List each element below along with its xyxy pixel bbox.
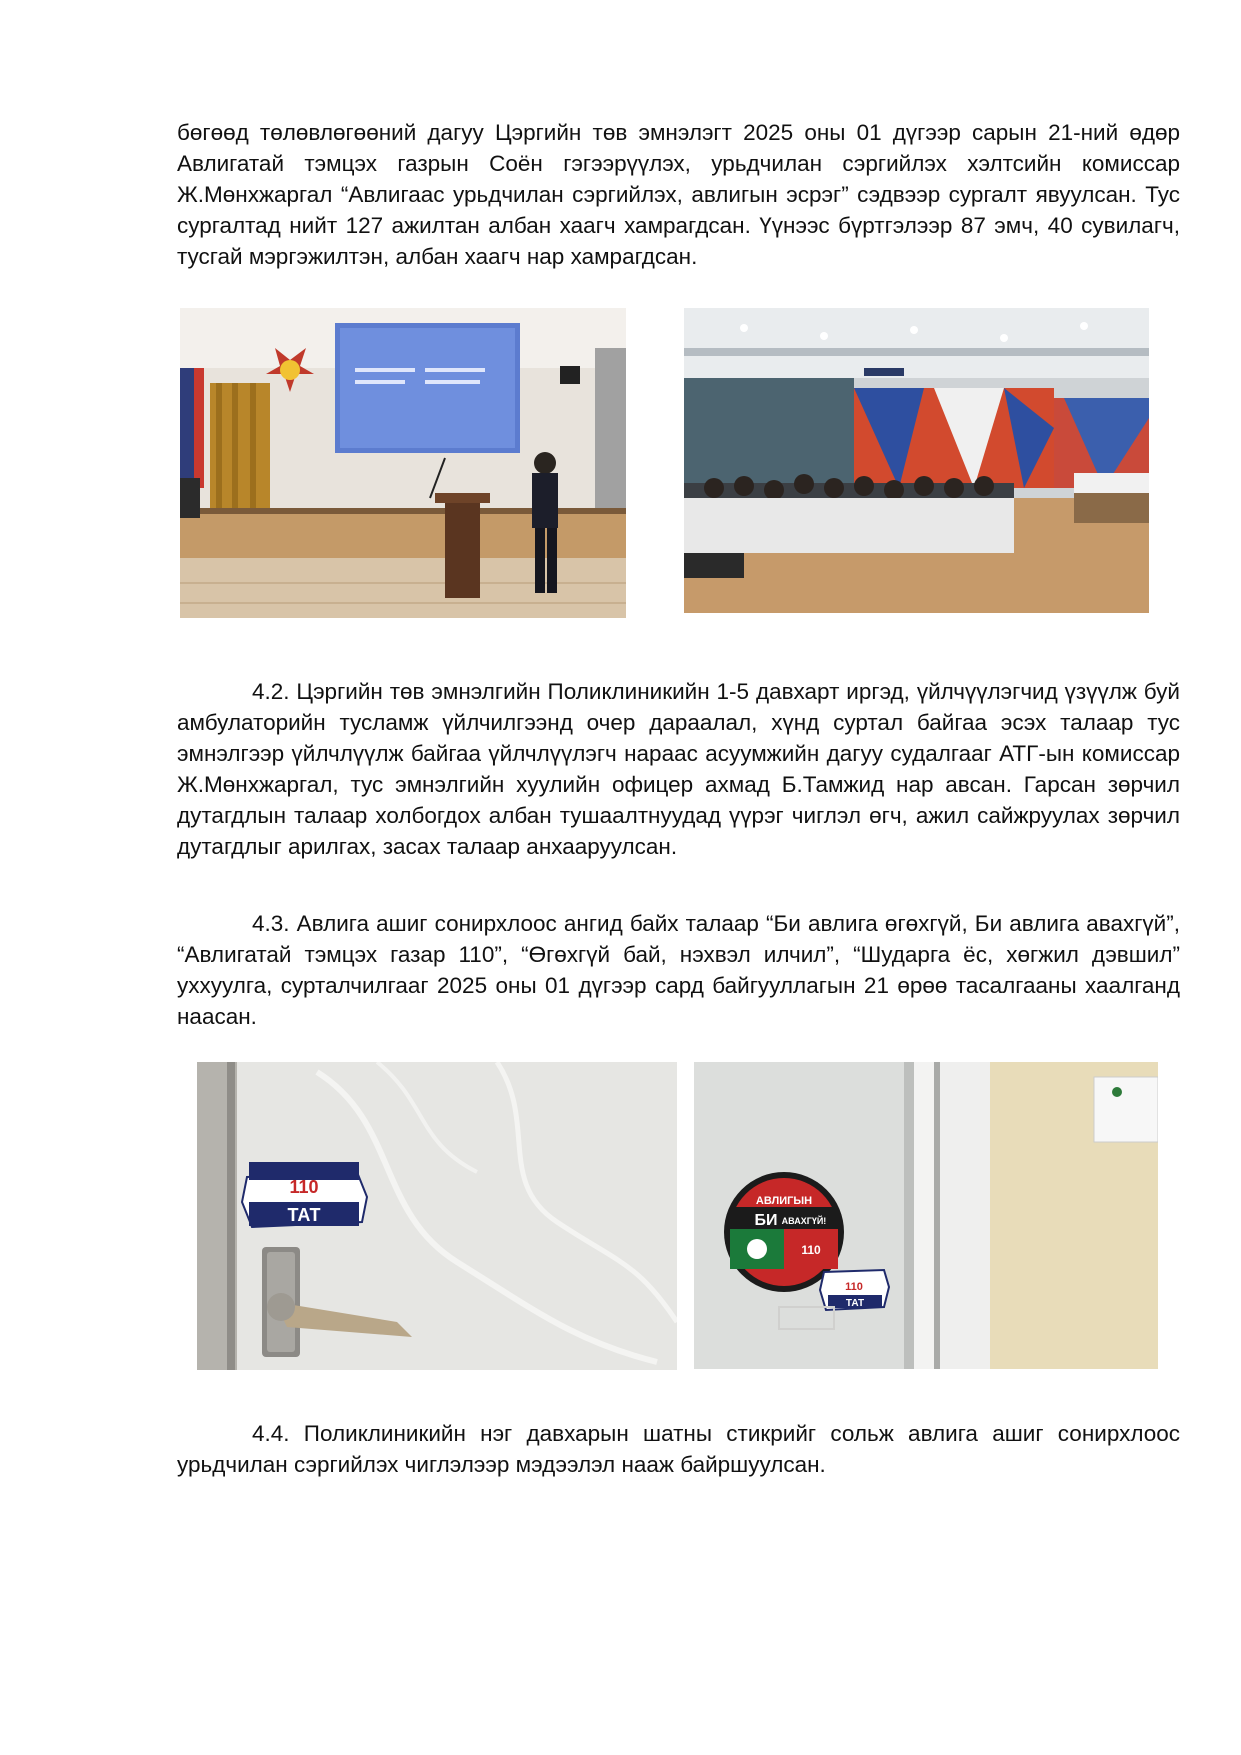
sticker-tat-label: ТАТ <box>287 1205 321 1225</box>
sticker-small-tat-label: ТАТ <box>845 1298 865 1309</box>
sticker-small-110-number: 110 <box>845 1281 863 1293</box>
photo-training-presenter <box>180 308 626 618</box>
paragraph-4-2: 4.2. Цэргийн төв эмнэлгийн Поликлиникийн 1-5 давхарт иргэд, үйлчүүлэгчид үзүүлж буй амбулаторийн тусламж үйлчилгээнд очер дараалал, хүнд суртал байгаа эсэх талаар тус эмнэлгээр үйлчлүүлж байгаа үйлчлүүлэгч нараас асуумжийн дагуу судалгааг АТГ-ын комиссар Ж.Мөнхжаргал, тус эмнэлгийн хуулийн офицер ахмад Б.Тамжид нар авсан. Гарсан зөрчил дутагдлын талаар холбогдох албан тушаалтнуудад үүрэг чиглэл өгч, ажил сайжруулах зөрчил дутагдлыг арилгах, засах талаар анхааруулсан. <box>177 679 1180 859</box>
paragraph-4-4: 4.4. Поликлиникийн нэг давхарын шатны стикрийг сольж авлига ашиг сонирхлоос урьдчилан сэргийлэх чиглэлээр мэдээлэл нааж байршуулсан. <box>177 1421 1180 1477</box>
sticker-110-number: 110 <box>289 1177 319 1197</box>
sticker-round-line-2: БИ <box>754 1212 778 1229</box>
paragraph-training-intro: бөгөөд төлөвлөгөөний дагуу Цэргийн төв эмнэлэгт 2025 оны 01 дүгээр сарын 21-ний өдөр Авлигатай тэмцэх газрын Соён гэгээрүүлэх, урьдчилан сэргийлэх хэлтсийн комиссар Ж.Мөнхжаргал “Авлигаас урьдчилан сэргийлэх, авлигын эсрэг” сэдвээр сургалт явуулсан. Тус сургалтад нийт 127 ажилтан албан хаагч хамрагдсан. Үүнээс бүртгэлээр 87 эмч, 40 сувилагч, тусгай мэргэжилтэн, албан хаагч нар хамрагдсан. <box>177 120 1180 269</box>
sticker-round-line-3: АВАХГҮЙ! <box>781 1216 827 1226</box>
photo-wall-sticker-round <box>694 1062 1158 1369</box>
sticker-round-line-1: АВЛИГЫН <box>755 1195 813 1207</box>
paragraph-4-3: 4.3. Авлига ашиг сонирхлоос ангид байх талаар “Би авлига өгөхгүй, Би авлига авахгүй”, “Авлигатай тэмцэх газар 110”, “Өгөхгүй бай, нэхвэл илчил”, “Шударга ёс, хөгжил дэвшил” уххуулга, сурталчилгааг 2025 оны 01 дүгээр сард байгууллагын 21 өрөө тасалгааны хаалганд наасан. <box>177 911 1180 1029</box>
photo-training-audience <box>684 308 1149 613</box>
photo-door-sticker-110 <box>197 1062 677 1370</box>
sticker-round-small-number: 110 <box>801 1243 821 1257</box>
